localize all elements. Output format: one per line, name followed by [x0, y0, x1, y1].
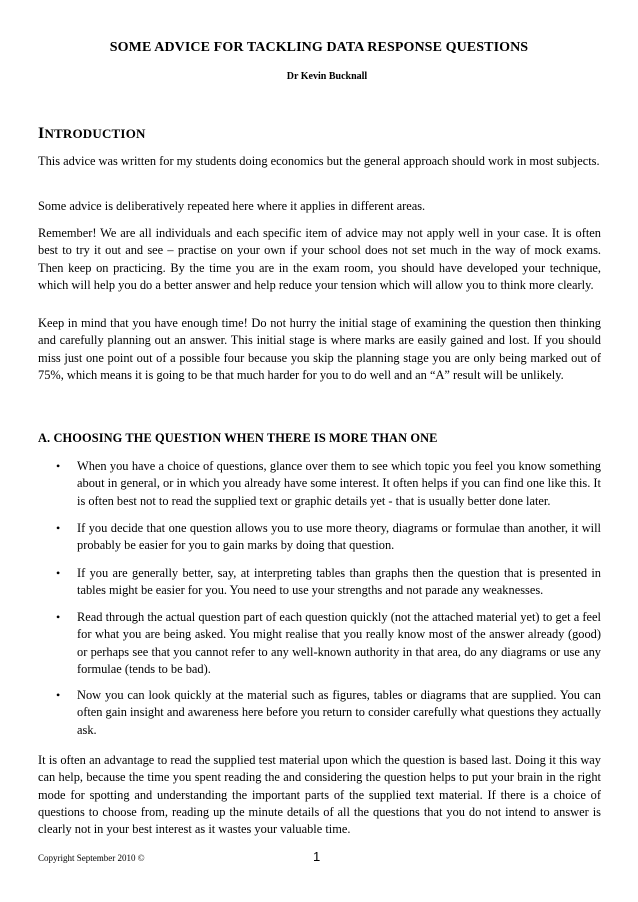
bullet-icon: •	[56, 688, 61, 702]
intro-paragraph-1: This advice was written for my students doing economics but the general approach should work in most subjects.	[38, 154, 600, 168]
bullet-icon: •	[56, 566, 61, 580]
list-item	[38, 687, 601, 739]
introduction-heading	[38, 125, 146, 143]
list-item	[38, 565, 601, 600]
document-title: SOME ADVICE FOR TACKLING DATA RESPONSE QUESTIONS	[109, 40, 529, 55]
document-author: Dr Kevin Bucknall	[286, 71, 368, 82]
intro-paragraph-4: Keep in mind that you have enough time! Do not hurry the initial stage of examining the question then thinking and carefully planning out an answer. This initial stage is where marks are easily gained and lost. If you should miss just one point out of a possible four because you skip the planning stage you are only being marked out of 75%, which means it is going to be that much harder for you to do well and an “A” result will be unlikely.	[38, 316, 601, 382]
page-number: 1	[313, 849, 321, 864]
list-item-text: When you have a choice of questions, glance over them to see which topic you feel you know something about in general, or in which you already have some interest. It often helps if you can find one like this. It is often best not to read the supplied text or graphic details yet - that is usually better done later.	[77, 459, 601, 508]
introduction-heading-cap: I	[38, 125, 45, 142]
list-item-text: If you decide that one question allows you to use more theory, diagrams or formulae than another, it will probably be easier for you to gain marks by doing that question.	[77, 521, 601, 553]
section-a-heading: A. CHOOSING THE QUESTION WHEN THERE IS MORE THAN ONE	[38, 431, 438, 445]
list-item-text: If you are generally better, say, at interpreting tables than graphs then the question that is presented in tables might be easier for you. You need to use your strengths and not parade any weaknesses.	[77, 566, 601, 598]
intro-paragraph-2: Some advice is deliberatively repeated here where it applies in different areas.	[38, 199, 426, 213]
introduction-heading-rest: NTRODUCTION	[44, 126, 146, 141]
list-item-text: Now you can look quickly at the material such as figures, tables or diagrams that are supplied. You can often gain insight and awareness here before you return to consider carefully what questions they actually ask.	[77, 688, 602, 737]
section-a-closing-paragraph: It is often an advantage to read the supplied test material upon which the question is based last. Doing it this way can help, because the time you spent reading the and considering the question helps to put your brain in the right mode for spotting and understanding the important parts of the supplied text material. If there is a choice of questions to choose from, reading up the minute details of all the questions that you do not intend to answer is clearly not in your best interest as it wastes your valuable time.	[38, 753, 601, 837]
list-item	[38, 458, 601, 510]
list-item	[38, 520, 601, 555]
intro-paragraph-3: Remember! We are all individuals and each specific item of advice may not apply well in your case. It is often best to try it out and see – practise on your own if your school does not set much in the way of mock exams. Then keep on practicing. By the time you are in the exam room, you should have developed your technique, which will help you do a better answer and help reduce your tension which will allow you to think more clearly.	[38, 226, 601, 292]
list-item	[38, 609, 601, 678]
bullet-icon: •	[56, 610, 61, 624]
bullet-icon: •	[56, 459, 61, 473]
footer-copyright: Copyright September 2010 ©	[38, 853, 145, 863]
list-item-text: Read through the actual question part of each question quickly (not the attached material yet) to get a feel for what you are being asked. You might realise that you really know most of the answer already (good) or perhaps see that you cannot refer to any well-known authority in that area, do any diagrams or use any formulae (tends to be bad).	[77, 610, 601, 676]
bullet-icon: •	[56, 521, 61, 535]
